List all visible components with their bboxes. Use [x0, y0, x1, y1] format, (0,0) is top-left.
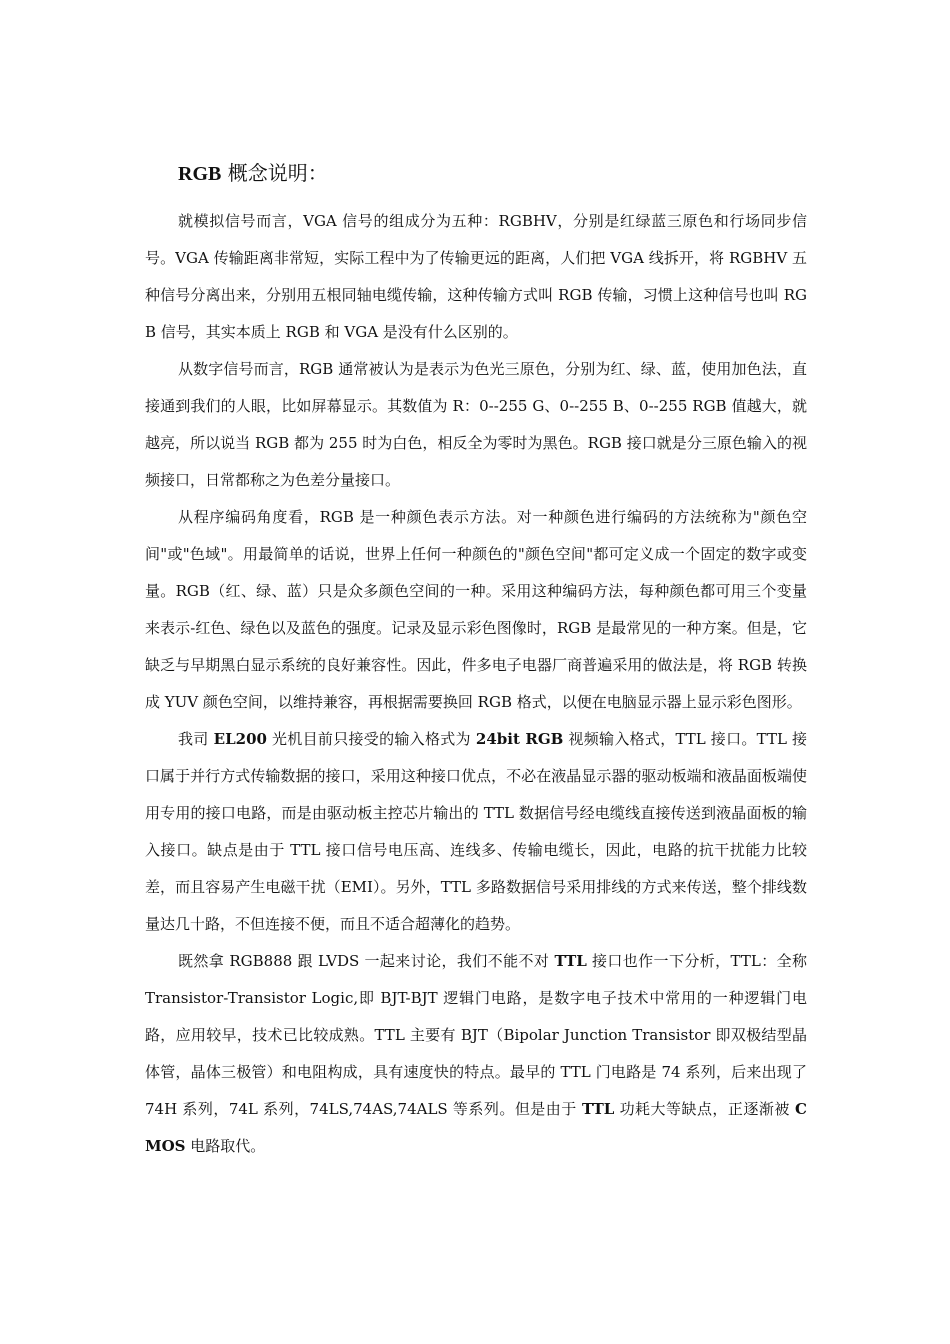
p4-text-1: 我司 — [178, 730, 214, 748]
paragraph-ttl-logic — [145, 943, 807, 1165]
p4-bold-model: EL200 — [213, 730, 267, 748]
paragraph-color-space: 从程序编码角度看，RGB 是一种颜色表示方法。对一种颜色进行编码的方法统称为"颜色空间"或"色域"。用最简单的话说，世界上任何一种颜色的"颜色空间"都可定义成一个固定的数字或变量。RGB（红、绿、蓝）只是众多颜色空间的一种。采用这种编码方法，每种颜色都可用三个变量来表示-红色、绿色以及蓝色的强度。记录及显示彩色图像时，RGB 是最常见的一种方案。但是，它缺乏与早期黑白显示系统的良好兼容性。因此，件多电子电器厂商普遍采用的做法是，将 RGB 转换成 YUV 颜色空间，以维持兼容，再根据需要换回 RGB 格式，以便在电脑显示器上显示彩色图形。 — [145, 508, 807, 711]
p4-text-2: 光机目前只接受的输入格式为 — [266, 730, 476, 748]
heading-bold: RGB — [178, 163, 222, 185]
p4-text-3: 视频输入格式，TTL 接口。TTL 接口属于并行方式传输数据的接口，采用这种接口优点，不必在液晶显示器的驱动板端和液晶面板端使用专用的接口电路，而是由驱动板主控芯片输出的 TTL 数据信号经电缆线直接传送到液晶面板的输入接口。缺点是由于 TTL 接口信号电压高、连线多、传输电缆长，因此，电路的抗干扰能力比较差，而且容易产生电磁干扰（EMI）。另外，TTL 多路数据信号采用排线的方式来传送，整个排线数量达几十路，不但连接不便，而且不适合超薄化的趋势。 — [145, 730, 807, 933]
p5-text-1: 既然拿 RGB888 跟 LVDS 一起来讨论，我们不能不对 — [178, 952, 555, 970]
p5-bold-cmos: CMOS — [145, 1100, 807, 1155]
p5-text-2: 接口也作一下分析，TTL：全称 Transistor-Transistor Logic,即 BJT-BJT 逻辑门电路，是数字电子技术中常用的一种逻辑门电路，应用较早，技术已比较成熟。TTL 主要有 BJT（Bipolar Junction Transistor 即双极结型晶体管，晶体三极管）和电阻构成，具有速度快的特点。最早的 TTL 门电路是 74 系列，后来出现了 74H 系列，74L 系列，74LS,74AS,74ALS 等系列。但是由于 — [145, 952, 807, 1118]
p5-bold-ttl-2: TTL — [581, 1100, 615, 1118]
p5-text-4: 电路取代。 — [185, 1137, 266, 1155]
paragraph-analog-signal: 就模拟信号而言，VGA 信号的组成分为五种：RGBHV，分别是红绿蓝三原色和行场同步信号。VGA 传输距离非常短，实际工程中为了传输更远的距离，人们把 VGA 线拆开，将 RGBHV 五种信号分离出来，分别用五根同轴电缆传输，这种传输方式叫 RGB 传输，习惯上这种信号也叫 RGB 信号，其实本质上 RGB 和 VGA 是没有什么区别的。 — [145, 212, 807, 341]
document-body — [145, 156, 807, 1165]
p5-text-3: 功耗大等缺点，正逐渐被 — [614, 1100, 796, 1118]
heading-text: 概念说明： — [221, 161, 328, 185]
p5-bold-ttl-1: TTL — [554, 952, 587, 970]
p4-bold-format: 24bit RGB — [475, 730, 564, 748]
paragraph-digital-signal: 从数字信号而言，RGB 通常被认为是表示为色光三原色，分别为红、绿、蓝，使用加色法，直接通到我们的人眼，比如屏幕显示。其数值为 R：0--255 G、0--255 B、0--255 RGB 值越大，就越亮，所以说当 RGB 都为 255 时为白色，相反全为零时为黑色。RGB 接口就是分三原色输入的视频接口，日常都称之为色差分量接口。 — [145, 360, 807, 489]
section-heading — [178, 156, 807, 191]
paragraph-ttl-interface — [145, 721, 807, 943]
